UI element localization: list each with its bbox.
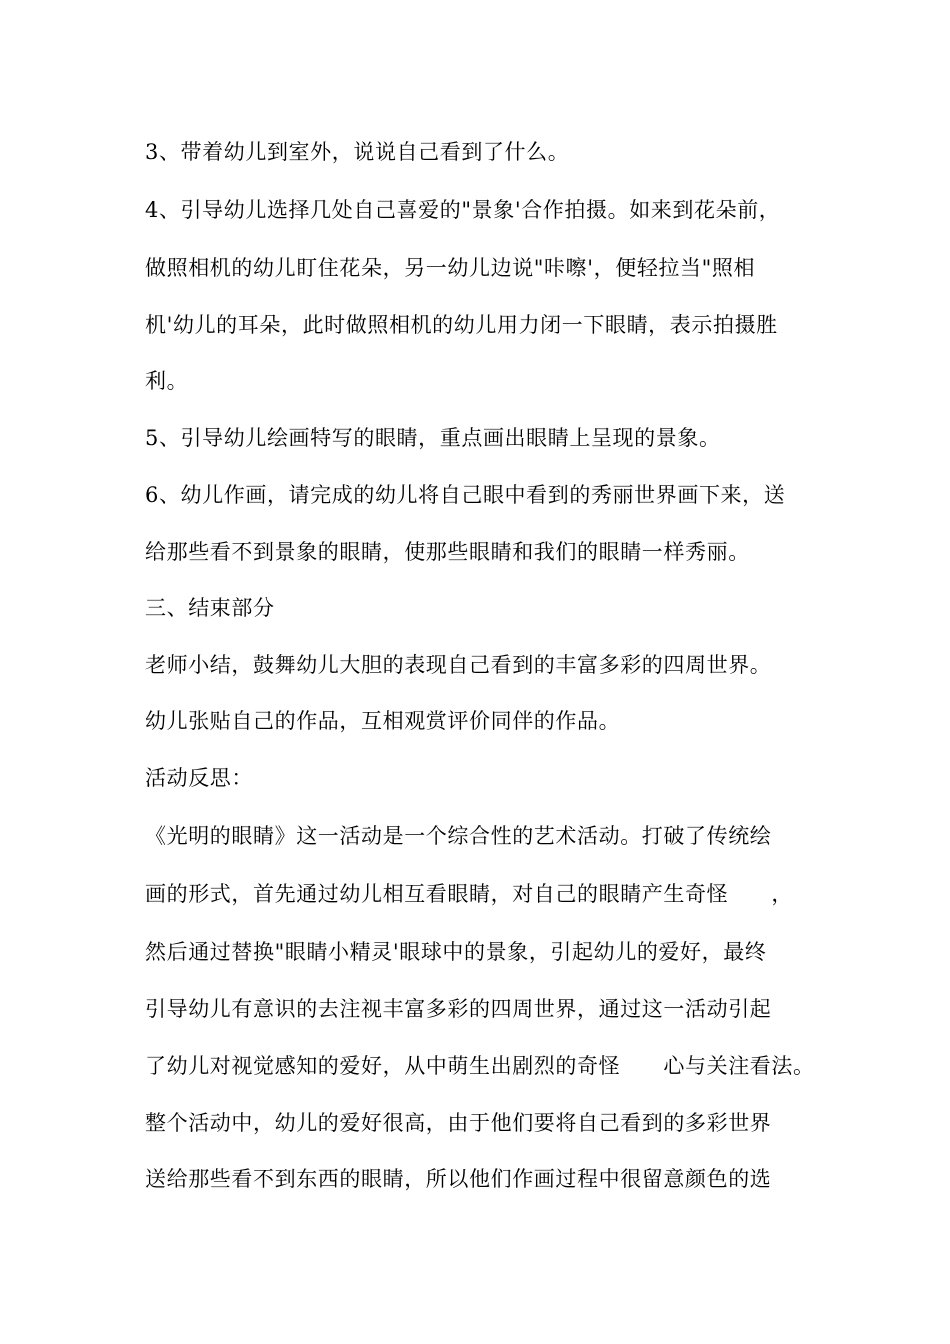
text-line: 老师小结，鼓舞幼儿大胆的表现自己看到的丰富多彩的四周世界。 xyxy=(145,653,772,677)
text-line: 3、带着幼儿到室外，说说自己看到了什么。 xyxy=(145,140,570,164)
section-heading: 三、结束部分 xyxy=(145,596,275,620)
section-heading: 活动反思： xyxy=(145,766,253,790)
text-line: 送给那些看不到东西的眼睛，所以他们作画过程中很留意颜色的选 xyxy=(145,1167,772,1191)
text-line: 6、幼儿作画，请完成的幼儿将自己眼中看到的秀丽世界画下来，送 xyxy=(145,483,786,507)
text-line: 幼儿张贴自己的作品，互相观赏评价同伴的作品。 xyxy=(145,709,621,733)
text-line: 机'幼儿的耳朵，此时做照相机的幼儿用力闭一下眼睛，表示拍摄胜 xyxy=(145,313,778,337)
text-line: 然后通过替换"眼睛小精灵'眼球中的景象，引起幼儿的爱好，最终 xyxy=(145,940,767,964)
text-line: 《光明的眼睛》这一活动是一个综合性的艺术活动。打破了传统绘 xyxy=(145,824,772,848)
text-line: 5、引导幼儿绘画特写的眼睛，重点画出眼睛上呈现的景象。 xyxy=(145,426,721,450)
text-line: 给那些看不到景象的眼睛，使那些眼睛和我们的眼睛一样秀丽。 xyxy=(145,540,750,564)
text-line: 利。 xyxy=(145,369,189,393)
text-line: 4、引导幼儿选择几处自己喜爱的"景象'合作拍摄。如来到花朵前， xyxy=(145,198,781,222)
text-line: 画的形式，首先通过幼儿相互看眼睛，对自己的眼睛产生奇怪 ， xyxy=(145,882,793,906)
text-line: 了幼儿对视觉感知的爱好，从中萌生出剧烈的奇怪 心与关注看法。 xyxy=(145,1054,815,1078)
text-line: 引导幼儿有意识的去注视丰富多彩的四周世界，通过这一活动引起 xyxy=(145,997,772,1021)
text-line: 整个活动中，幼儿的爱好很高，由于他们要将自己看到的多彩世界 xyxy=(145,1111,772,1135)
text-line: 做照相机的幼儿盯住花朵，另一幼儿边说"咔嚓'，便轻拉当"照相 xyxy=(145,256,756,280)
